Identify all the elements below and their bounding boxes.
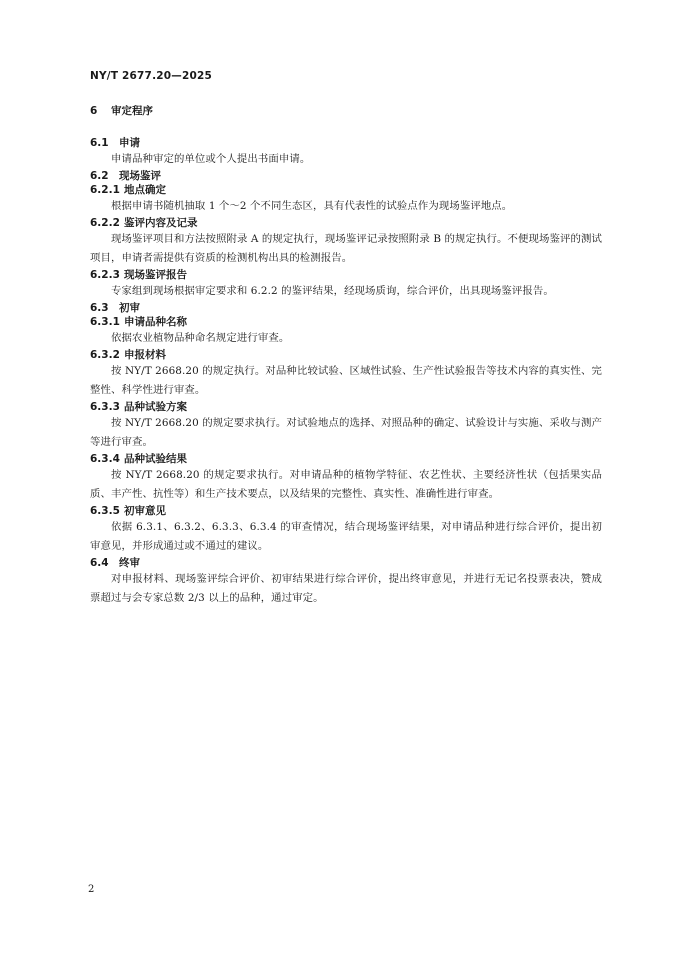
section-paragraph: 申请品种审定的单位或个人提出书面申请。 [111, 153, 311, 165]
section-heading [90, 169, 602, 183]
section-paragraph: 按 NY/T 2668.20 的规定要求执行。对申请品种的植物学特征、农艺性状、主要经济性状（包括果实品质、丰产性、抗性等）和生产技术要点，以及结果的完整性、真实性、准确性进行审查。 [90, 469, 602, 500]
section-paragraph: 现场鉴评项目和方法按照附录 A 的规定执行，现场鉴评记录按照附录 B 的规定执行。不便现场鉴评的测试项目，申请者需提供有资质的检测机构出具的检测报告。 [90, 233, 602, 264]
section-heading [90, 216, 602, 230]
section-title: 现场鉴评 [119, 170, 161, 182]
section-heading [90, 348, 602, 362]
section-title: 申报材料 [124, 349, 166, 361]
section-number: 6.2.3 [90, 269, 120, 281]
section-title: 现场鉴评报告 [124, 269, 187, 281]
section-title: 初审意见 [124, 505, 166, 517]
section-paragraph: 依据农业植物品种命名规定进行审查。 [111, 332, 290, 344]
section-number: 6.2.1 [90, 184, 120, 196]
section-heading [90, 268, 602, 282]
section-paragraph: 对申报材料、现场鉴评综合评价、初审结果进行综合评价，提出终审意见，并进行无记名投票表决，赞成票超过与会专家总数 2/3 以上的品种，通过审定。 [90, 573, 602, 604]
section-title: 地点确定 [124, 184, 166, 196]
section-title: 申请品种名称 [124, 316, 187, 328]
section-number: 6.2.2 [90, 217, 120, 229]
section-number: 6.3.4 [90, 453, 120, 465]
section-title: 初审 [119, 302, 140, 314]
section-number: 6.3.3 [90, 401, 120, 413]
section-number: 6.4 [90, 557, 109, 569]
section-title: 品种试验方案 [124, 401, 187, 413]
section-title: 鉴评内容及记录 [124, 217, 198, 229]
section-number: 6.1 [90, 137, 109, 149]
page-number: 2 [88, 884, 95, 895]
section-number: 6.3.5 [90, 505, 120, 517]
section-title: 终审 [119, 557, 140, 569]
section-heading [90, 315, 602, 329]
document-body [90, 104, 602, 608]
section-title: 申请 [119, 137, 140, 149]
section-number: 6.3.2 [90, 349, 120, 361]
section-paragraph: 专家组到现场根据审定要求和 6.2.2 的鉴评结果，经现场质询，综合评价，出具现场鉴评报告。 [111, 285, 554, 297]
section-heading [90, 452, 602, 466]
section-heading [90, 504, 602, 518]
section-number: 6.3.1 [90, 316, 120, 328]
section-number: 6 [90, 105, 98, 117]
section-heading [90, 104, 602, 118]
section-paragraph: 根据申请书随机抽取 1 个～2 个不同生态区，具有代表性的试验点作为现场鉴评地点。 [111, 200, 513, 212]
section-number: 6.3 [90, 302, 109, 314]
section-paragraph: 按 NY/T 2668.20 的规定要求执行。对试验地点的选择、对照品种的确定、试验设计与实施、采收与测产等进行审查。 [90, 417, 602, 448]
section-number: 6.2 [90, 170, 109, 182]
section-paragraph: 按 NY/T 2668.20 的规定执行。对品种比较试验、区域性试验、生产性试验报告等技术内容的真实性、完整性、科学性进行审查。 [90, 365, 602, 396]
standard-code-header: NY/T 2677.20—2025 [90, 70, 212, 82]
section-title: 品种试验结果 [124, 453, 187, 465]
section-heading [90, 400, 602, 414]
section-heading [90, 301, 602, 315]
section-heading [90, 136, 602, 150]
section-heading [90, 183, 602, 197]
section-paragraph: 依据 6.3.1、6.3.2、6.3.3、6.3.4 的审查情况，结合现场鉴评结果，对申请品种进行综合评价，提出初审意见，并形成通过或不通过的建议。 [90, 521, 602, 552]
section-heading [90, 556, 602, 570]
section-title: 审定程序 [111, 105, 153, 117]
